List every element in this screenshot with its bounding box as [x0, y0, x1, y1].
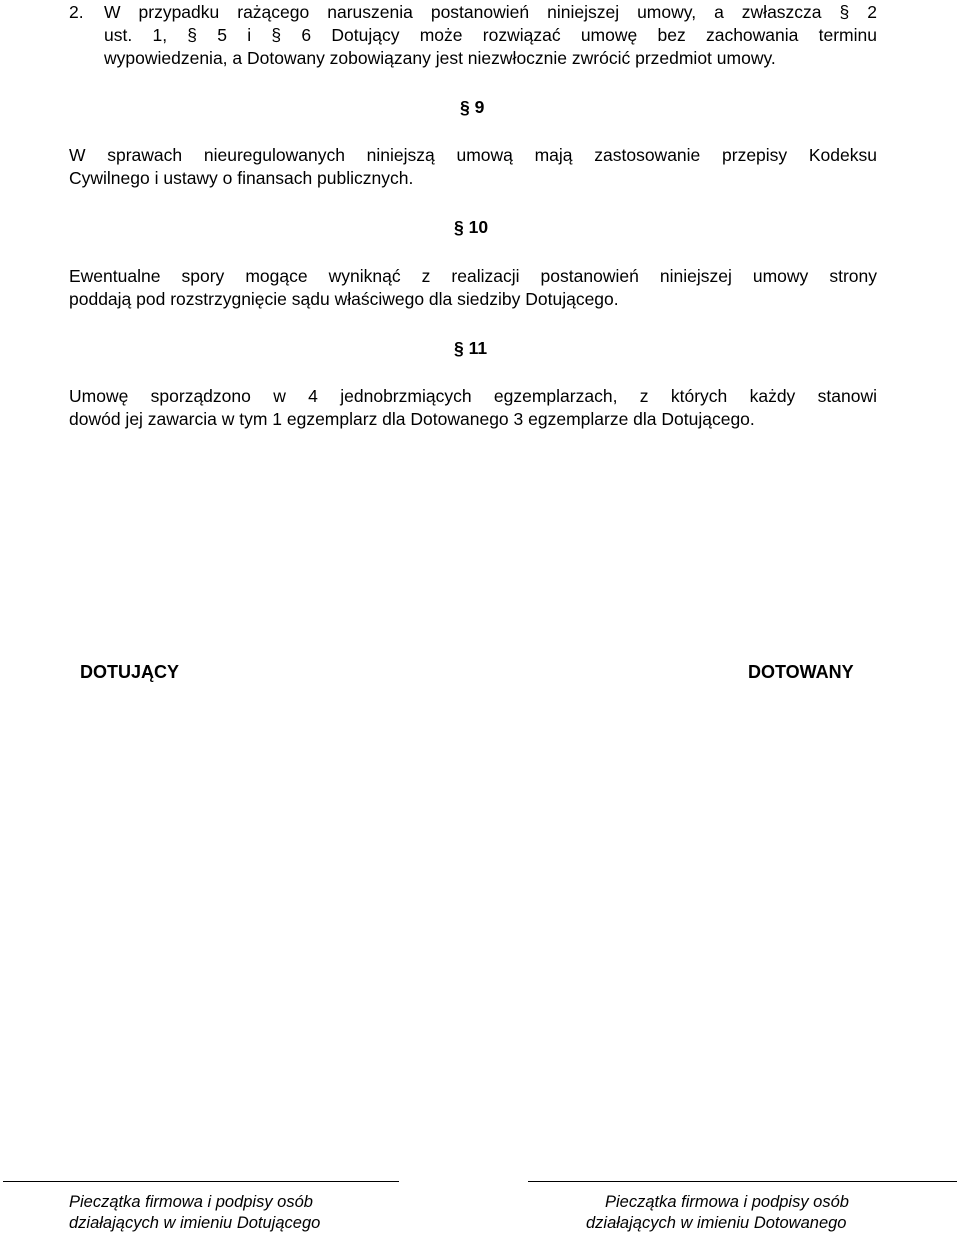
section-10-line-2: poddają pod rozstrzygnięcie sądu właściwego dla siedziby Dotującego. [69, 289, 619, 309]
signature-line-right [528, 1181, 957, 1182]
point-2-line-1: W przypadku rażącego naruszenia postanowień niniejszej umowy, a zwłaszcza § 2 [104, 2, 877, 22]
footer-right-line-2: działających w imieniu Dotowanego [586, 1214, 847, 1232]
section-10-heading: § 10 [454, 217, 489, 237]
point-2-number: 2. [69, 2, 84, 22]
footer-left-line-2: działających w imieniu Dotującego [69, 1214, 321, 1232]
section-11-heading: § 11 [454, 338, 488, 358]
section-11-line-2: dowód jej zawarcia w tym 1 egzemplarz dla Dotowanego 3 egzemplarze dla Dotującego. [69, 409, 755, 429]
signature-label-dotowany: DOTOWANY [748, 662, 854, 682]
footer-right-line-1: Pieczątka firmowa i podpisy osób [605, 1193, 849, 1211]
point-2-line-2: ust. 1, § 5 i § 6 Dotujący może rozwiązać umowę bez zachowania terminu [104, 25, 877, 45]
footer-left-line-1: Pieczątka firmowa i podpisy osób [69, 1193, 313, 1211]
signature-line-left [3, 1181, 399, 1182]
section-9-heading: § 9 [460, 97, 485, 117]
section-9-line-2: Cywilnego i ustawy o finansach publicznych. [69, 168, 414, 188]
signature-label-dotujacy: DOTUJĄCY [80, 662, 180, 682]
section-11-line-1: Umowę sporządzono w 4 jednobrzmiących egzemplarzach, z których każdy stanowi [69, 386, 877, 406]
point-2-line-3: wypowiedzenia, a Dotowany zobowiązany jest niezwłocznie zwrócić przedmiot umowy. [104, 48, 776, 68]
section-10-line-1: Ewentualne spory mogące wyniknąć z realizacji postanowień niniejszej umowy strony [69, 266, 877, 286]
section-9-line-1: W sprawach nieuregulowanych niniejszą umową mają zastosowanie przepisy Kodeksu [69, 145, 877, 165]
